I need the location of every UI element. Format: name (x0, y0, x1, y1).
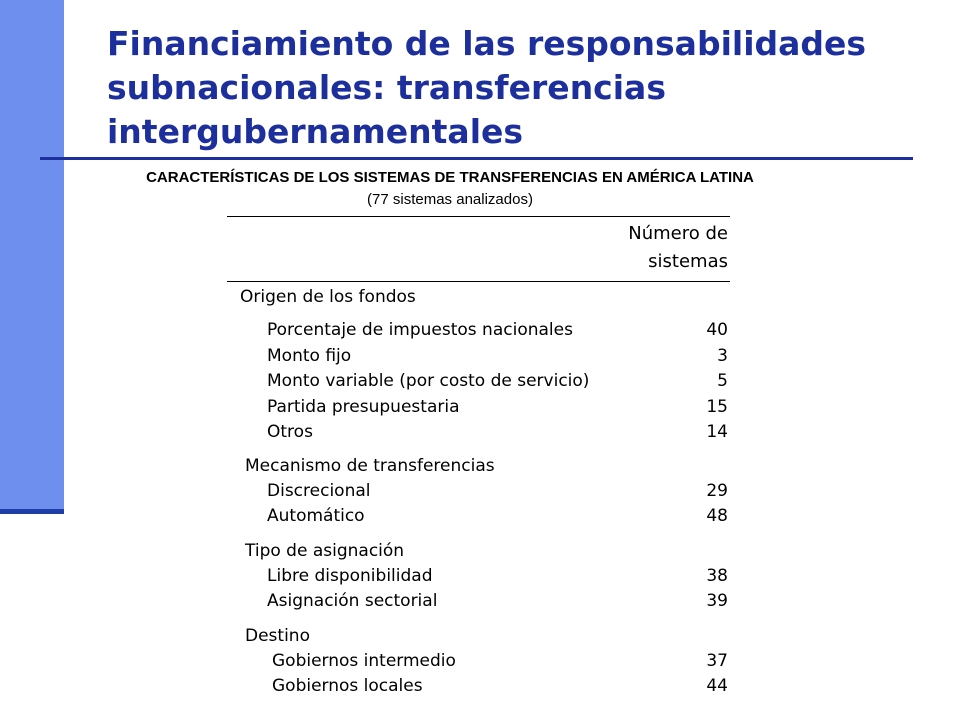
row-value: 37 (706, 650, 728, 671)
table-row (227, 589, 730, 615)
table-row (227, 420, 730, 446)
section-destino (227, 623, 730, 700)
row-label: Monto variable (por costo de servicio) (267, 371, 590, 391)
table-row (227, 649, 730, 675)
row-label: Discrecional (267, 480, 371, 501)
row-value: 29 (706, 480, 728, 501)
table-row (227, 395, 730, 421)
section-mecanismo (227, 453, 730, 530)
side-accent-bar-foot (0, 509, 64, 514)
table-row (227, 369, 730, 395)
section-asignacion (227, 538, 730, 615)
column-header-line1: Número de (628, 223, 728, 244)
table-caption (0, 169, 960, 186)
row-label: Porcentaje de impuestos nacionales (267, 320, 573, 340)
row-value: 15 (706, 396, 728, 417)
table-row (227, 504, 730, 530)
row-label: Libre disponibilidad (267, 565, 433, 586)
row-label: Partida presupuestaria (267, 396, 460, 417)
row-label: Gobiernos intermedio (272, 650, 456, 671)
row-value: 14 (706, 422, 728, 442)
table-row (227, 318, 730, 344)
column-header (227, 217, 730, 281)
table-row (227, 674, 730, 700)
table-note-text: (77 sistemas analizados) (367, 191, 533, 208)
table-header-rule (227, 281, 730, 282)
section-title: Tipo de asignación (245, 540, 405, 561)
section-title: Destino (245, 625, 310, 646)
table-caption-text: CARACTERÍSTICAS DE LOS SISTEMAS DE TRANSFERENCIAS EN AMÉRICA LATINA (146, 169, 754, 186)
table-note (0, 191, 960, 208)
row-label: Asignación sectorial (267, 591, 438, 611)
section-origen (227, 284, 730, 446)
section-title: Mecanismo de transferencias (245, 455, 495, 476)
transfer-systems-table (227, 216, 730, 700)
row-label: Gobiernos locales (272, 676, 423, 696)
row-value: 38 (706, 565, 728, 586)
row-value: 5 (717, 371, 728, 391)
side-accent-bar (0, 0, 64, 510)
table-row (227, 564, 730, 590)
table-row (227, 479, 730, 505)
slide-title: Financiamiento de las responsabilidades subnacionales: transferencias intergubernamentales (107, 24, 867, 151)
column-header-line2: sistemas (648, 251, 728, 272)
row-value: 3 (717, 345, 728, 366)
row-label: Monto fijo (267, 345, 352, 366)
section-title: Origen de los fondos (240, 287, 416, 307)
row-value: 39 (706, 591, 728, 611)
table-row (227, 344, 730, 370)
row-value: 40 (706, 320, 728, 340)
row-value: 44 (706, 676, 728, 696)
row-label: Automático (267, 506, 365, 526)
row-label: Otros (267, 422, 313, 442)
title-underline (40, 157, 913, 160)
row-value: 48 (706, 506, 728, 526)
